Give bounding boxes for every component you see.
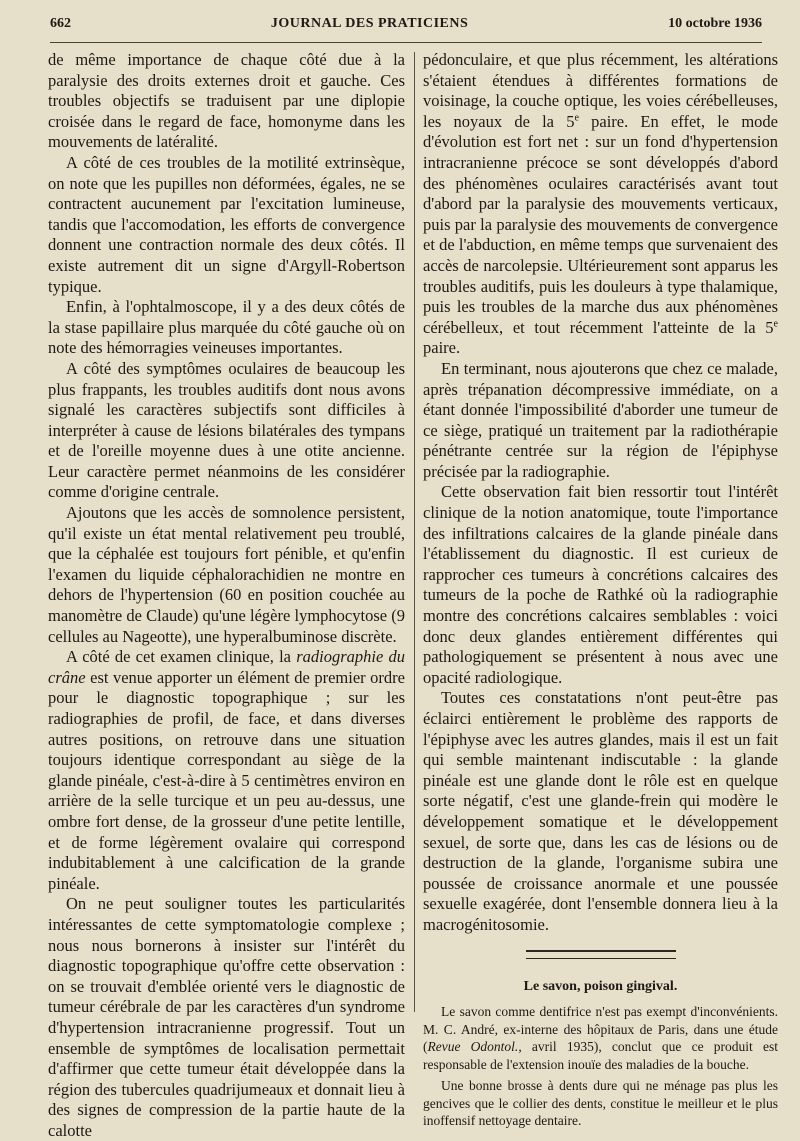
text-run: , avril 1935), conclut que ce produit est responsable de l'extension inouïe des maladies de la bouche. bbox=[423, 1039, 778, 1072]
note-body bbox=[423, 1003, 778, 1130]
italic-term: radiographie du crâne bbox=[48, 647, 405, 687]
text-run: paire. En effet, le mode d'évolution est fort net : sur un fond d'hypertension intracranienne précoce se sont développés d'abord des phénomènes oculaires caractérisés avant tout d'abord par la paralysie des mouvements verticaux, puis par la paralysie des mouvements de convergence et de l'abduction, en même temps que survenaient des accès de narcolepsie. Ultérieurement sont apparus les troubles auditifs, puis les douleurs à type thalamique, puis les troubles de la marche dus aux phénomènes cérébelleux, et tout récemment l'atteinte de la 5 bbox=[423, 111, 778, 337]
journal-title: JOURNAL DES PRATICIENS bbox=[270, 16, 469, 31]
left-column bbox=[48, 50, 405, 1141]
column-divider bbox=[414, 52, 415, 1012]
paragraph bbox=[423, 50, 778, 359]
issue-date: 10 octobre 1936 bbox=[668, 16, 762, 31]
paragraph bbox=[423, 1003, 778, 1073]
paragraph: En terminant, nous ajouterons que chez ce malade, après trépanation décompressive immédiate, on a étant donnée l'impossibilité d'aborder une tumeur de ce siège, pratiqué un traitement par la radiothérapie pénétrante centrée sur la région de l'épiphyse précisée par la radiographie. bbox=[423, 358, 778, 481]
superscript: e bbox=[574, 112, 579, 124]
paragraph: Cette observation fait bien ressortir tout l'intérêt clinique de la notion anatomique, toute l'importance des infiltrations calcaires de la glande pinéale dans l'établissement du diagnostic. Il est curieux de rapprocher ces tumeurs à concrétions calcaires des tumeurs de la poche de Rathké où la radiographie montre des concrétions calcaires semblables : voici donc deux glandes entièrement différentes qui pathologiquement se présentent à nous avec une opacité radiologique. bbox=[423, 482, 778, 687]
text-run: est venue apporter un élément de premier ordre pour le diagnostic topographique ; sur les radiographies de profil, de face, et dans diverses autres positions, on retrouve dans une situation toujours identique correspondant au siège de la glande pinéale, c'est-à-dire à 5 centimètres environ en arrière de la selle turcique et un peu au-dessus, une ombre fort dense, de la grosseur d'une petite lentille, et de forme légèrement ovalaire qui correspond indubitablement à une calcification de la grande pinéale. bbox=[48, 667, 405, 893]
running-header bbox=[50, 16, 762, 43]
paragraph bbox=[48, 647, 405, 894]
paragraph: A côté des symptômes oculaires de beaucoup les plus frappants, les troubles auditifs dont nous avons signalé les caractères subjectifs sont difficiles à interpréter à cause de lésions bilatérales des tympans et de l'oreille moyenne dues à une otite ancienne. Leur caractère permet néanmoins de les considérer comme d'origine centrale. bbox=[48, 358, 405, 502]
superscript: e bbox=[773, 318, 778, 330]
text-run: pédonculaire, et que plus récemment, les altérations s'étaient étendues à différentes formations de voisinage, la couche optique, les voies cérébelleuses, les noyaux de la 5 bbox=[423, 50, 778, 131]
paragraph: A côté de ces troubles de la motilité extrinsèque, on note que les pupilles non déformées, égales, ne se contractent aucunement par l'excitation lumineuse, tandis que l'accomodation, les efforts de convergence donnent une contraction normale des deux côtés. Il existe autrement dit un signe d'Argyll-Robertson typique. bbox=[48, 152, 405, 296]
paragraph: Toutes ces constatations n'ont peut-être pas éclairci entièrement le problème des rapports de l'épiphyse avec les autres glandes, mais il est un fait qui semble maintenant indiscutable : la glande pinéale est une glande dont le rôle est en quelque sorte négatif, c'est une glande-frein qui modère le développement somatique et le développement sexuel, de sorte que, dans les cas de lésions ou de destruction de la glande, l'organisme subira une poussée de croissance anormale et une poussée sexuelle exagérée, dont l'ensemble donnera lieu à la macrogénitosomie. bbox=[423, 688, 778, 934]
paragraph: On ne peut souligner toutes les particularités intéressantes de cette symptomatologie complexe ; nous nous bornerons à insister sur l'intérêt du diagnostic topographique qu'offre cette observation : on se trouvait d'emblée orienté vers le diagnostic de tumeur cérébrale de par les caractères d'un syndrome d'hypertension intracranienne progressif. Tout un ensemble de symptômes de localisation permettait d'affirmer que cette tumeur était développée dans la région des tubercules quadrijumeaux et donnait lieu à des signes de compression de la partie haute de la calotte bbox=[48, 894, 405, 1140]
right-column bbox=[423, 50, 778, 1134]
italic-citation: Revue Odontol. bbox=[427, 1039, 519, 1055]
paragraph: Une bonne brosse à dents dure qui ne ménage pas plus les gencives que le collier des dents, constitue le meilleur et le plus inoffensif nettoyage dentaire. bbox=[423, 1078, 778, 1129]
paragraph: de même importance de chaque côté due à la paralysie des droits externes droit et gauche. Ces troubles objectifs se traduisent par une diplopie croisée dans le regard de face, homonyme dans les mouvements de latéralité. bbox=[48, 50, 405, 152]
paragraph: Ajoutons que les accès de somnolence persistent, qu'il existe un état mental relativement peu troublé, que la céphalée est toujours fort pénible, et qu'enfin l'examen du liquide céphalorachidien ne montre en dehors de l'hypertension (60 en position couchée au manomètre de Claude) qu'une légère lymphocytose (9 cellules au Nageotte), une hyperalbuminose discrète. bbox=[48, 503, 405, 646]
paragraph: Enfin, à l'ophtalmoscope, il y a des deux côtés de la stase papillaire plus marquée du côté gauche où on note des hémorragies veineuses importantes. bbox=[48, 297, 405, 358]
note-title: Le savon, poison gingival. bbox=[523, 978, 678, 994]
text-run: paire. bbox=[423, 338, 461, 358]
text-run: Le savon comme dentifrice n'est pas exempt d'inconvénients. M. C. André, ex-interne des hôpitaux de Paris, dans une étude ( bbox=[423, 1004, 778, 1055]
page-number: 662 bbox=[50, 16, 71, 31]
section-separator bbox=[526, 950, 676, 959]
text-run: A côté de cet examen clinique, la bbox=[66, 647, 297, 667]
